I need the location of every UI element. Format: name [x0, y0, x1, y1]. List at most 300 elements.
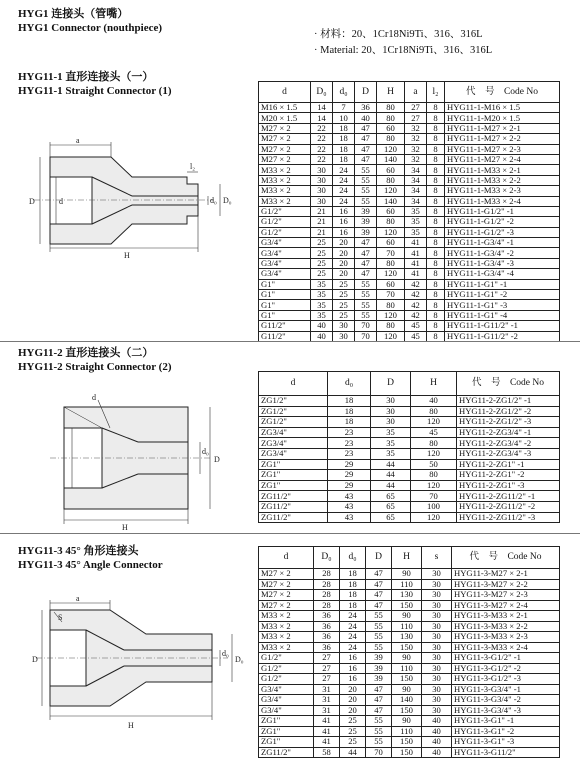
spec-cell: 47	[366, 569, 392, 580]
table-row	[259, 737, 560, 748]
spec-cell: 8	[427, 144, 445, 154]
spec-cell: 23	[328, 427, 371, 438]
spec-cell: 90	[392, 653, 422, 664]
spec-cell: 140	[377, 196, 405, 206]
table-row	[259, 653, 560, 664]
spec-cell: 150	[392, 737, 422, 748]
spec-cell: 18	[340, 600, 366, 611]
spec-cell: 30	[422, 590, 452, 601]
code-cell: HYG11-2-ZG3/4" -3	[457, 448, 560, 459]
table-row	[259, 684, 560, 695]
spec-cell: 41	[405, 258, 427, 268]
spec-cell: 80	[411, 438, 457, 449]
spec-cell: 80	[377, 300, 405, 310]
spec-cell: 8	[427, 103, 445, 113]
spec-cell: 65	[371, 501, 411, 512]
spec-cell: 30	[311, 196, 333, 206]
dim-H-label: H	[128, 721, 134, 730]
spec-cell: 41	[314, 716, 340, 727]
table-row	[259, 248, 560, 258]
table-row	[259, 134, 560, 144]
column-header: D	[355, 82, 377, 103]
spec-cell: M33 × 2	[259, 621, 314, 632]
spec-cell: 120	[411, 512, 457, 523]
spec-cell: G1/2"	[259, 674, 314, 685]
spec-cell: 42	[405, 290, 427, 300]
spec-cell: M27 × 2	[259, 134, 311, 144]
spec-cell: 8	[427, 238, 445, 248]
spec-cell: 70	[355, 331, 377, 341]
table-row	[259, 663, 560, 674]
spec-cell: M27 × 2	[259, 600, 314, 611]
spec-cell: 36	[355, 103, 377, 113]
code-cell: HYG11-3-G3/4" -2	[452, 695, 560, 706]
table-row	[259, 632, 560, 643]
spec-cell: 70	[355, 321, 377, 331]
spec-cell: 47	[366, 590, 392, 601]
spec-cell: 18	[328, 417, 371, 428]
spec-cell: 80	[377, 134, 405, 144]
spec-cell: 43	[328, 501, 371, 512]
table-row	[259, 196, 560, 206]
spec-cell: 60	[377, 123, 405, 133]
code-cell: HYG11-1-G3/4" -1	[445, 238, 560, 248]
spec-cell: 47	[355, 238, 377, 248]
column-header: d	[259, 547, 314, 569]
spec-cell: G1/2"	[259, 653, 314, 664]
spec-cell: 24	[340, 642, 366, 653]
spec-cell: 21	[311, 206, 333, 216]
code-cell: HYG11-1-M27 × 2-3	[445, 144, 560, 154]
spec-cell: 40	[355, 113, 377, 123]
table-row	[259, 459, 560, 470]
spec-cell: 44	[371, 480, 411, 491]
spec-cell: 80	[377, 113, 405, 123]
code-cell: HYG11-3-M33 × 2-3	[452, 632, 560, 643]
spec-cell: 16	[333, 227, 355, 237]
spec-cell: 30	[422, 579, 452, 590]
spec-cell: 24	[333, 175, 355, 185]
spec-cell: 30	[371, 417, 411, 428]
spec-cell: 35	[371, 448, 411, 459]
code-cell: HYG11-1-M33 × 2-4	[445, 196, 560, 206]
spec-cell: 16	[340, 653, 366, 664]
spec-cell: 28	[314, 600, 340, 611]
table-row	[259, 103, 560, 113]
spec-cell: 25	[311, 269, 333, 279]
code-cell: HYG11-3-M27 × 2-4	[452, 600, 560, 611]
spec-cell: 30	[311, 186, 333, 196]
dim-s-label: S	[58, 613, 63, 622]
dim-d0-label: d₀	[210, 196, 217, 205]
table-row	[259, 279, 560, 289]
spec-cell: M27 × 2	[259, 579, 314, 590]
spec-cell: 65	[371, 512, 411, 523]
material-cn: · 材料：20、1Cr18Ni9Ti、316、316L	[314, 29, 483, 40]
spec-cell: 41	[314, 726, 340, 737]
spec-cell: ZG1/2"	[259, 396, 328, 407]
spec-cell: M27 × 2	[259, 154, 311, 164]
spec-cell: G3/4"	[259, 684, 314, 695]
spec-cell: 35	[371, 427, 411, 438]
column-header: s	[422, 547, 452, 569]
spec-cell: 32	[405, 144, 427, 154]
column-header: l₂	[427, 82, 445, 103]
table-row	[259, 154, 560, 164]
spec-cell: ZG1/2"	[259, 417, 328, 428]
spec-cell: 16	[340, 663, 366, 674]
spec-cell: 70	[377, 290, 405, 300]
spec-cell: 8	[427, 134, 445, 144]
spec-cell: 55	[355, 310, 377, 320]
spec-cell: 42	[405, 310, 427, 320]
table-row	[259, 417, 560, 428]
spec-cell: 20	[333, 269, 355, 279]
spec-cell: 8	[427, 206, 445, 216]
spec-cell: 18	[333, 134, 355, 144]
spec-cell: 25	[311, 238, 333, 248]
spec-cell: M33 × 2	[259, 165, 311, 175]
dim-D0-label: D₀	[235, 655, 244, 664]
column-header: 代 号 Code No	[445, 82, 560, 103]
spec-cell: 31	[314, 684, 340, 695]
page-title-en: HYG1 Connector (nouthpiece)	[18, 22, 163, 34]
spec-cell: 8	[427, 258, 445, 268]
spec-cell: 30	[371, 396, 411, 407]
code-cell: HYG11-1-M27 × 2-4	[445, 154, 560, 164]
spec-cell: 140	[377, 154, 405, 164]
code-cell: HYG11-2-ZG3/4" -2	[457, 438, 560, 449]
code-cell: HYG11-2-ZG1/2" -2	[457, 406, 560, 417]
spec-cell: 31	[314, 705, 340, 716]
spec-cell: 65	[371, 491, 411, 502]
spec-cell: G1/2"	[259, 227, 311, 237]
spec-cell: 25	[311, 248, 333, 258]
column-header: D₀	[311, 82, 333, 103]
spec-cell: 41	[405, 238, 427, 248]
column-header: d₀	[333, 82, 355, 103]
code-cell: HYG11-1-G1" -2	[445, 290, 560, 300]
spec-cell: 100	[411, 501, 457, 512]
code-cell: HYG11-1-G1/2" -3	[445, 227, 560, 237]
straight-connector-2-drawing	[40, 392, 270, 532]
code-cell: HYG11-2-ZG1/2" -3	[457, 417, 560, 428]
spec-cell: 8	[427, 196, 445, 206]
spec-cell: M33 × 2	[259, 196, 311, 206]
code-cell: HYG11-3-G11/2"	[452, 747, 560, 758]
spec-cell: 90	[392, 684, 422, 695]
spec-cell: M20 × 1.5	[259, 113, 311, 123]
spec-cell: 150	[392, 747, 422, 758]
spec-cell: 22	[311, 134, 333, 144]
dim-H-label: H	[124, 251, 130, 260]
spec-cell: 39	[366, 663, 392, 674]
code-cell: HYG11-2-ZG11/2" -1	[457, 491, 560, 502]
spec-cell: 80	[377, 321, 405, 331]
code-cell: HYG11-1-M27 × 2-2	[445, 134, 560, 144]
spec-cell: 35	[371, 438, 411, 449]
column-header: D	[371, 372, 411, 396]
spec-cell: 25	[333, 279, 355, 289]
table-row	[259, 175, 560, 185]
spec-cell: 27	[314, 674, 340, 685]
column-header: D₀	[314, 547, 340, 569]
spec-cell: 31	[314, 695, 340, 706]
spec-cell: 55	[366, 621, 392, 632]
spec-cell: 18	[333, 123, 355, 133]
section1-title-en: HYG11-1 Straight Connector (1)	[18, 85, 172, 97]
spec-cell: 25	[333, 310, 355, 320]
spec-cell: 8	[427, 154, 445, 164]
spec-cell: 35	[405, 206, 427, 216]
dim-D-label: D	[29, 197, 35, 206]
spec-cell: 8	[427, 217, 445, 227]
spec-cell: 55	[366, 726, 392, 737]
spec-cell: G1/2"	[259, 217, 311, 227]
code-cell: HYG11-3-G3/4" -1	[452, 684, 560, 695]
spec-cell: 120	[377, 144, 405, 154]
spec-table-straight-1	[258, 81, 560, 342]
spec-cell: 20	[340, 705, 366, 716]
spec-cell: 30	[311, 165, 333, 175]
spec-cell: 36	[314, 642, 340, 653]
spec-cell: 21	[311, 217, 333, 227]
code-cell: HYG11-1-G1/2" -1	[445, 206, 560, 216]
code-cell: HYG11-3-G1/2" -3	[452, 674, 560, 685]
spec-cell: 44	[371, 459, 411, 470]
spec-cell: 36	[314, 632, 340, 643]
table-row	[259, 113, 560, 123]
spec-cell: 16	[333, 206, 355, 216]
spec-cell: ZG11/2"	[259, 491, 328, 502]
spec-cell: 47	[355, 154, 377, 164]
spec-cell: 29	[328, 480, 371, 491]
spec-cell: 120	[377, 227, 405, 237]
spec-cell: 25	[333, 290, 355, 300]
spec-cell: M33 × 2	[259, 642, 314, 653]
spec-cell: 22	[311, 154, 333, 164]
spec-cell: 120	[377, 269, 405, 279]
spec-cell: 55	[366, 642, 392, 653]
column-header: d	[259, 372, 328, 396]
column-header: d₀	[328, 372, 371, 396]
spec-cell: 55	[355, 300, 377, 310]
spec-cell: 8	[427, 269, 445, 279]
spec-cell: 36	[314, 621, 340, 632]
table-row	[259, 321, 560, 331]
table-row	[259, 448, 560, 459]
spec-cell: M27 × 2	[259, 123, 311, 133]
section2-title-cn: HYG11-2 直形连接头（二）	[18, 347, 154, 359]
dim-D0-label: D₀	[223, 196, 232, 205]
code-cell: HYG11-3-G1" -1	[452, 716, 560, 727]
spec-cell: 16	[340, 674, 366, 685]
spec-cell: ZG1"	[259, 459, 328, 470]
table-row	[259, 611, 560, 622]
spec-cell: 20	[340, 684, 366, 695]
spec-cell: 110	[392, 579, 422, 590]
code-cell: HYG11-1-G1" -4	[445, 310, 560, 320]
spec-cell: ZG11/2"	[259, 501, 328, 512]
code-cell: HYG11-1-G11/2" -2	[445, 331, 560, 341]
dim-a-label: a	[76, 136, 80, 145]
spec-cell: 47	[366, 705, 392, 716]
spec-cell: 45	[411, 427, 457, 438]
code-cell: HYG11-2-ZG1" -1	[457, 459, 560, 470]
table-row	[259, 600, 560, 611]
spec-cell: M33 × 2	[259, 175, 311, 185]
dim-l2-label: l₂	[190, 162, 196, 171]
spec-cell: M16 × 1.5	[259, 103, 311, 113]
table-row	[259, 238, 560, 248]
spec-cell: G3/4"	[259, 258, 311, 268]
spec-cell: 80	[377, 103, 405, 113]
spec-cell: 39	[355, 227, 377, 237]
spec-cell: 8	[427, 331, 445, 341]
spec-cell: 55	[355, 196, 377, 206]
section3-title-cn: HYG11-3 45° 角形连接头	[18, 545, 139, 557]
spec-cell: 18	[333, 154, 355, 164]
dim-d0-label: d₀	[202, 447, 209, 456]
spec-cell: 40	[422, 716, 452, 727]
spec-cell: 40	[422, 737, 452, 748]
table-row	[259, 310, 560, 320]
spec-cell: 55	[355, 175, 377, 185]
spec-cell: 47	[366, 579, 392, 590]
spec-cell: 90	[392, 716, 422, 727]
spec-cell: 120	[411, 417, 457, 428]
spec-cell: 18	[328, 396, 371, 407]
column-header: d₀	[340, 547, 366, 569]
code-cell: HYG11-1-M33 × 2-1	[445, 165, 560, 175]
table-row	[259, 512, 560, 523]
spec-cell: 35	[311, 310, 333, 320]
spec-cell: 43	[328, 512, 371, 523]
spec-cell: G1/2"	[259, 206, 311, 216]
spec-cell: 120	[377, 310, 405, 320]
straight-connector-1-drawing	[14, 134, 264, 274]
table-row	[259, 123, 560, 133]
spec-cell: 36	[314, 611, 340, 622]
spec-cell: 32	[405, 154, 427, 164]
spec-cell: 20	[333, 248, 355, 258]
spec-cell: 14	[311, 103, 333, 113]
spec-cell: 39	[366, 674, 392, 685]
spec-cell: 24	[340, 632, 366, 643]
code-cell: HYG11-1-M20 × 1.5	[445, 113, 560, 123]
spec-cell: 20	[340, 695, 366, 706]
spec-cell: G1"	[259, 290, 311, 300]
spec-cell: 30	[422, 632, 452, 643]
code-cell: HYG11-3-M27 × 2-1	[452, 569, 560, 580]
spec-cell: 130	[392, 632, 422, 643]
table-row	[259, 258, 560, 268]
spec-cell: 120	[377, 186, 405, 196]
spec-cell: 45	[405, 331, 427, 341]
spec-cell: G1"	[259, 300, 311, 310]
spec-cell: ZG3/4"	[259, 448, 328, 459]
spec-cell: G1"	[259, 279, 311, 289]
table-row	[259, 206, 560, 216]
spec-cell: 22	[311, 123, 333, 133]
spec-cell: 34	[405, 165, 427, 175]
spec-cell: 25	[333, 300, 355, 310]
spec-cell: 20	[333, 258, 355, 268]
spec-cell: 58	[314, 747, 340, 758]
table-row	[259, 406, 560, 417]
spec-cell: 8	[427, 279, 445, 289]
table-row	[259, 747, 560, 758]
table-row	[259, 642, 560, 653]
table-row	[259, 695, 560, 706]
spec-cell: 42	[405, 300, 427, 310]
spec-cell: 8	[427, 113, 445, 123]
code-cell: HYG11-1-G3/4" -3	[445, 258, 560, 268]
spec-cell: 120	[411, 448, 457, 459]
spec-cell: 47	[355, 258, 377, 268]
code-cell: HYG11-3-M27 × 2-3	[452, 590, 560, 601]
code-cell: HYG11-3-M27 × 2-2	[452, 579, 560, 590]
spec-cell: 25	[340, 726, 366, 737]
spec-cell: M27 × 2	[259, 590, 314, 601]
spec-cell: 60	[377, 206, 405, 216]
spec-cell: 24	[333, 196, 355, 206]
code-cell: HYG11-3-M33 × 2-1	[452, 611, 560, 622]
spec-cell: 80	[411, 470, 457, 481]
spec-cell: 10	[333, 113, 355, 123]
column-header: H	[377, 82, 405, 103]
spec-cell: 55	[366, 737, 392, 748]
code-cell: HYG11-1-M27 × 2-1	[445, 123, 560, 133]
spec-cell: 34	[405, 196, 427, 206]
code-cell: HYG11-1-G11/2" -1	[445, 321, 560, 331]
spec-cell: 18	[333, 144, 355, 154]
spec-cell: M33 × 2	[259, 186, 311, 196]
spec-cell: 35	[311, 279, 333, 289]
code-cell: HYG11-1-M33 × 2-3	[445, 186, 560, 196]
spec-cell: 28	[314, 579, 340, 590]
table-row	[259, 579, 560, 590]
table-row	[259, 480, 560, 491]
column-header: H	[392, 547, 422, 569]
spec-cell: 41	[405, 248, 427, 258]
spec-cell: 150	[392, 600, 422, 611]
table-row	[259, 300, 560, 310]
code-cell: HYG11-3-G1/2" -2	[452, 663, 560, 674]
table-row	[259, 269, 560, 279]
spec-cell: 25	[340, 716, 366, 727]
spec-cell: 35	[405, 227, 427, 237]
page-title-cn: HYG1 连接头（管嘴）	[18, 8, 129, 20]
spec-cell: 47	[355, 134, 377, 144]
spec-cell: 35	[311, 290, 333, 300]
spec-cell: 150	[392, 674, 422, 685]
spec-cell: 43	[328, 491, 371, 502]
spec-cell: 30	[371, 406, 411, 417]
spec-cell: ZG1"	[259, 470, 328, 481]
section3-title-en: HYG11-3 45° Angle Connector	[18, 559, 163, 571]
spec-cell: 55	[366, 632, 392, 643]
spec-cell: G1"	[259, 310, 311, 320]
code-cell: HYG11-3-G1" -3	[452, 737, 560, 748]
spec-cell: ZG1"	[259, 737, 314, 748]
spec-cell: 30	[422, 621, 452, 632]
spec-cell: 44	[371, 470, 411, 481]
spec-cell: ZG1"	[259, 480, 328, 491]
spec-cell: 30	[422, 674, 452, 685]
spec-cell: M33 × 2	[259, 632, 314, 643]
code-cell: HYG11-1-G1" -3	[445, 300, 560, 310]
